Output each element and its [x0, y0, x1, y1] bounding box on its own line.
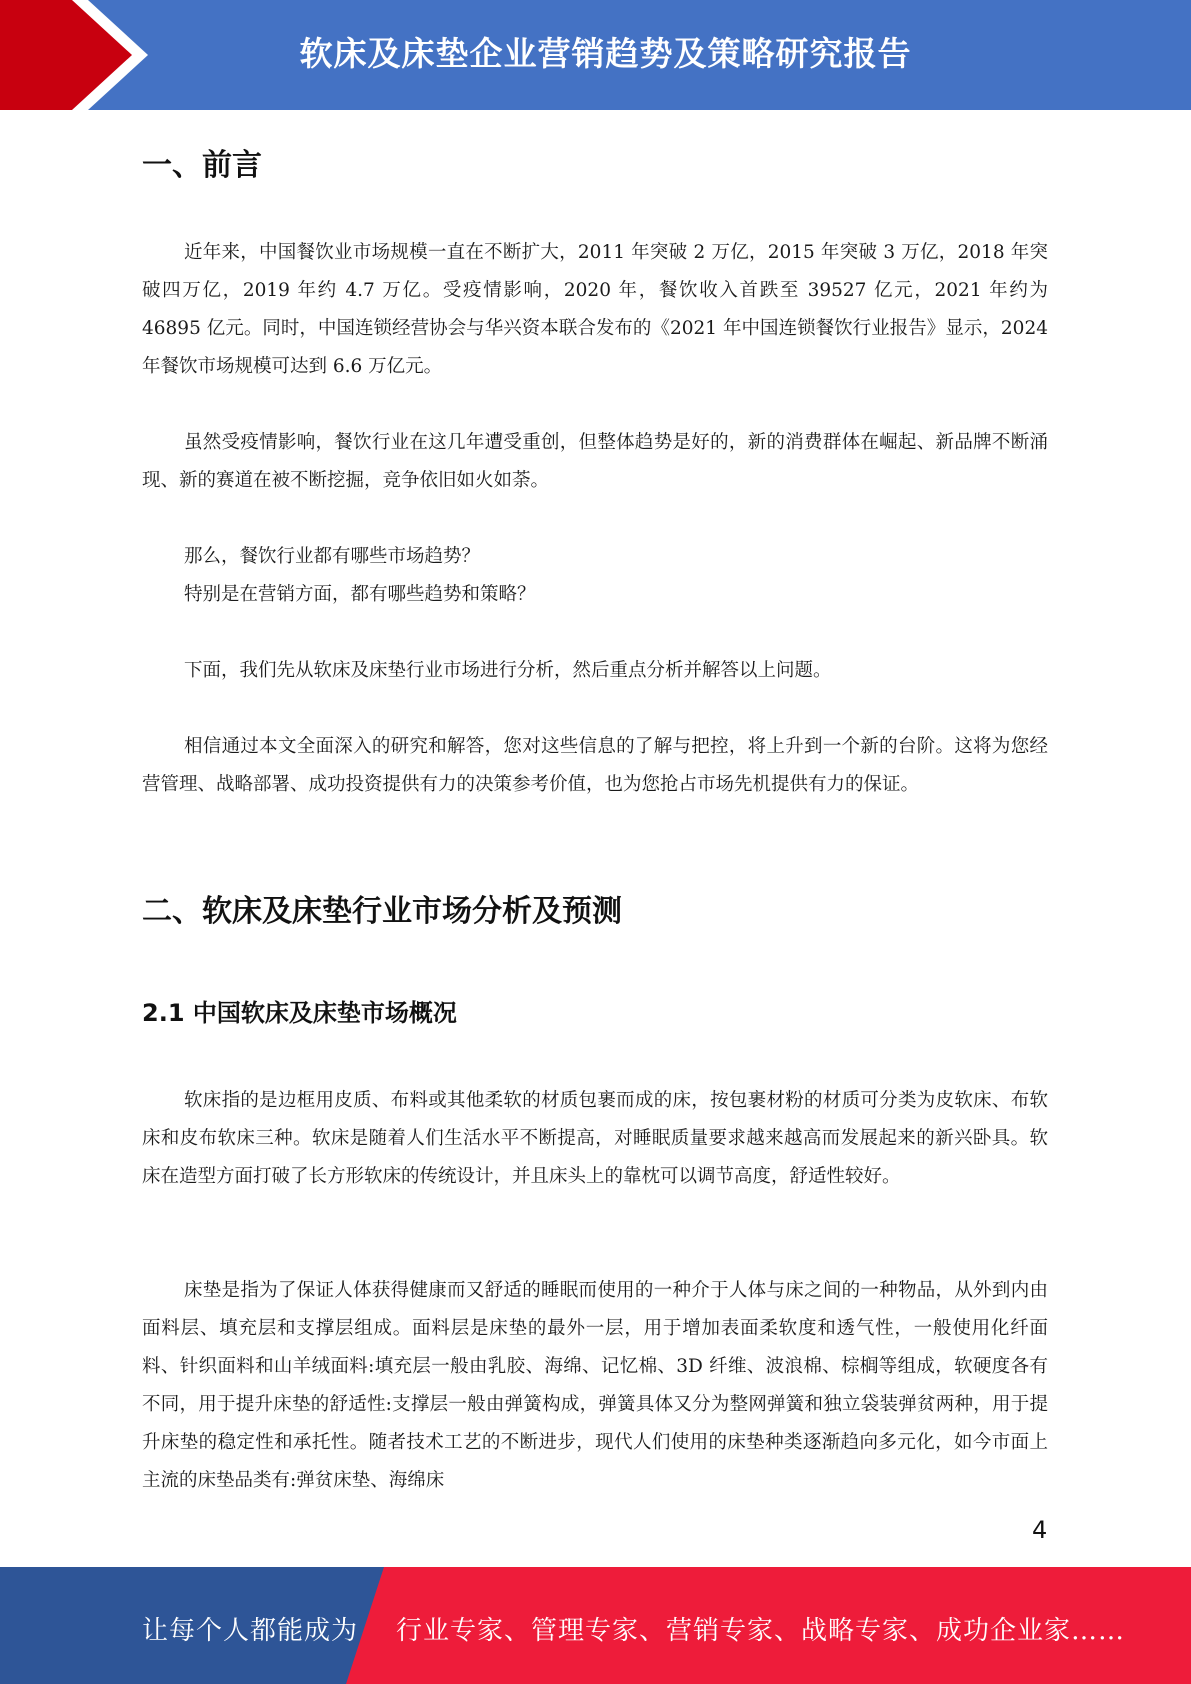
section-1-question-2: 特别是在营销方面，都有哪些趋势和策略？	[184, 584, 536, 605]
report-title: 软床及床垫企业营销趋势及策略研究报告	[299, 34, 912, 73]
section-2-1-heading: 2.1 中国软床及床垫市场概况	[142, 999, 457, 1027]
section-2-1-paragraph-1: 软床指的是边框用皮质、布料或其他柔软的材质包裹而成的床，按包裹材粉的材质可分类为皮软床、布软床和皮布软床三种。软床是随着人们生活水平不断提高，对睡眠质量要求越来越高而发展起来的新兴卧具。软床在造型方面打破了长方形软床的传统设计，并且床头上的靠枕可以调节高度，舒适性较好。	[142, 1090, 1048, 1187]
header-bar	[0, 0, 1191, 110]
section-1-heading: 一、前言	[142, 148, 262, 183]
section-2-1-paragraph-2: 床垫是指为了保证人体获得健康而又舒适的睡眠而使用的一种介于人体与床之间的一种物品，从外到内由面料层、填充层和支撑层组成。面料层是床垫的最外一层，用于增加表面柔软度和透气性，一般使用化纤面料、针织面料和山羊绒面料:填充层一般由乳胶、海绵、记忆棉、3D 纤维、波浪棉、棕榈等组成，软硬度各有不同，用于提升床垫的舒适性:支撑层一般由弹簧构成，弹簧具体又分为整网弹簧和独立袋装弹贫两种，用于提升床垫的稳定性和承托性。随者技术工艺的不断进步，现代人们使用的床垫种类逐渐趋向多元化，如今市面上主流的床垫品类有:弹贫床垫、海绵床	[142, 1280, 1048, 1491]
section-1-paragraph-1: 近年来，中国餐饮业市场规模一直在不断扩大，2011 年突破 2 万亿，2015 年突破 3 万亿，2018 年突破四万亿，2019 年约 4.7 万亿。受疫情影响，2020 年，餐饮收入首跌至 39527 亿元，2021 年约为 46895 亿元。同时，中国连锁经营协会与华兴资本联合发布的《2021 年中国连锁餐饮行业报告》显示，2024 年餐饮市场规模可达到 6.6 万亿元。	[142, 242, 1048, 377]
footer-slogan-right: 行业专家、管理专家、营销专家、战略专家、成功企业家……	[396, 1616, 1126, 1646]
section-1-paragraph-2: 虽然受疫情影响，餐饮行业在这几年遭受重创，但整体趋势是好的，新的消费群体在崛起、新品牌不断涌现、新的赛道在被不断挖掘，竞争依旧如火如荼。	[142, 432, 1048, 491]
section-2-heading: 二、软床及床垫行业市场分析及预测	[142, 894, 622, 929]
page-number: 4	[1032, 1516, 1048, 1544]
section-1-paragraph-4: 相信通过本文全面深入的研究和解答，您对这些信息的了解与把控，将上升到一个新的台阶。这将为您经营管理、战略部署、成功投资提供有力的决策参考价值，也为您抢占市场先机提供有力的保证。	[142, 736, 1048, 795]
section-1-paragraph-3: 下面，我们先从软床及床垫行业市场进行分析，然后重点分析并解答以上问题。	[184, 660, 832, 681]
footer-slogan-left: 让每个人都能成为	[142, 1616, 359, 1646]
footer-bar	[0, 1567, 1191, 1684]
section-1-question-1: 那么，餐饮行业都有哪些市场趋势？	[184, 546, 481, 567]
